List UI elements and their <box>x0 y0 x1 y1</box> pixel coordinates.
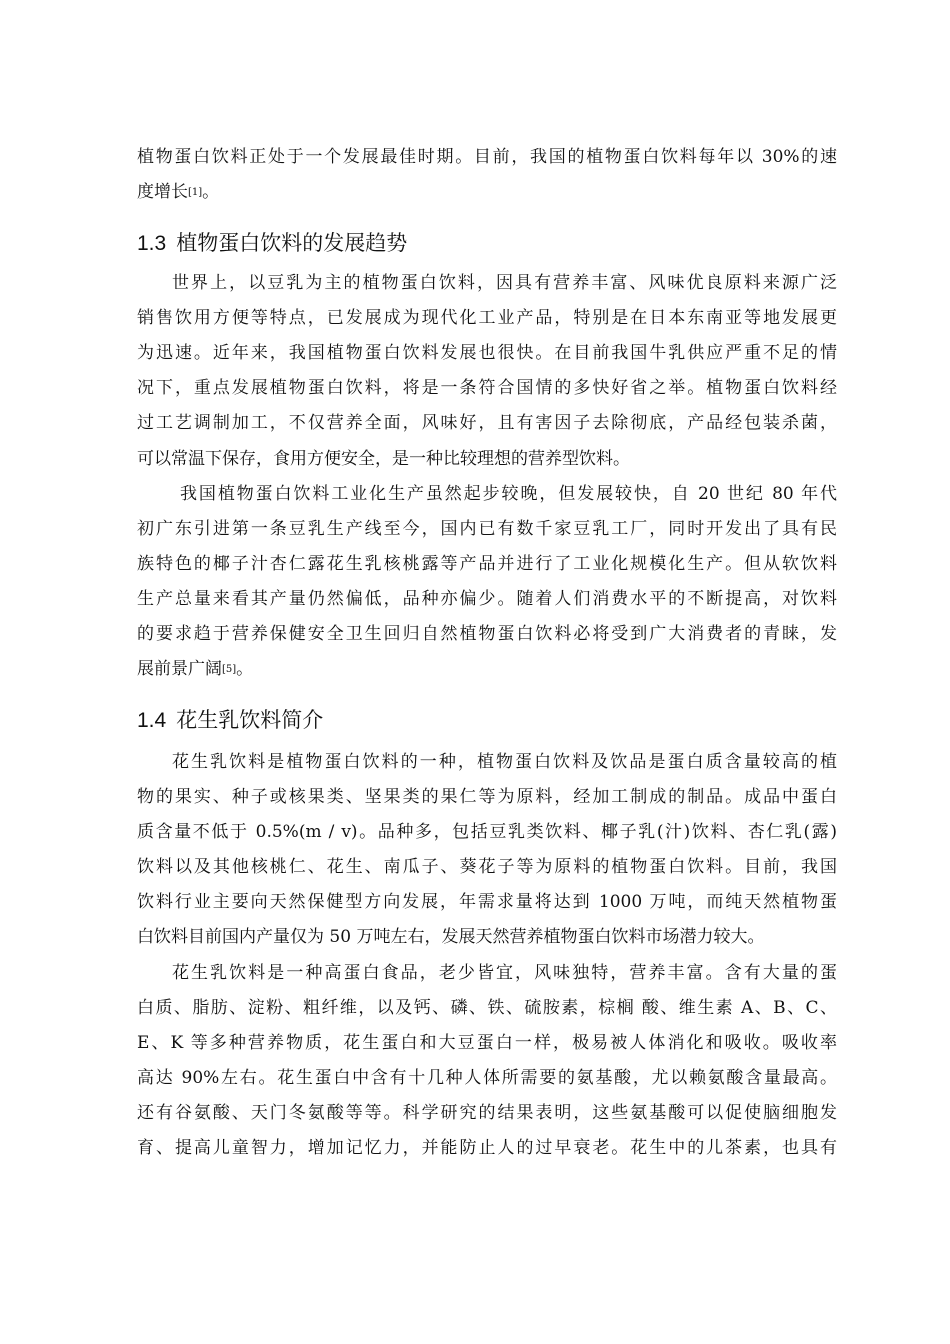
paragraph-line: 饮料以及其他核桃仁、花生、南瓜子、葵花子等为原料的植物蛋白饮料。目前，我国 <box>137 857 837 877</box>
paragraph-line: 白质、脂肪、淀粉、粗纤维，以及钙、磷、铁、硫胺素，棕榈 酸、维生素 A、B、C、 <box>137 998 837 1018</box>
citation-ref: [1] <box>188 187 203 198</box>
paragraph-line: 的要求趋于营养保健安全卫生回归自然植物蛋白饮料必将受到广大消费者的青睐，发 <box>137 624 837 644</box>
citation-ref: [5] <box>222 664 237 675</box>
intro-line-2 <box>137 181 837 204</box>
paragraph-line: 我国植物蛋白饮料工业化生产虽然起步较晚，但发展较快，自 20 世纪 80 年代 <box>180 484 837 504</box>
paragraph-line: 物的果实、种子或核果类、坚果类的果仁等为原料，经加工制成的制品。成品中蛋白 <box>137 787 837 807</box>
paragraph-end: 。 <box>236 659 254 679</box>
paragraph-line: 族特色的椰子汁杏仁露花生乳核桃露等产品并进行了工业化规模化生产。但从软饮料 <box>137 554 837 574</box>
section-title: 花生乳饮料简介 <box>176 708 324 732</box>
paragraph-line: 饮料行业主要向天然保健型方向发展，年需求量将达到 1000 万吨，而纯天然植物蛋 <box>137 892 837 912</box>
section-title: 植物蛋白饮料的发展趋势 <box>176 231 408 255</box>
intro-text: 度增长 <box>137 182 188 202</box>
intro-end: 。 <box>202 182 220 202</box>
paragraph-text: 展前景广阔 <box>137 659 222 679</box>
paragraph-line: 生产总量来看其产量仍然偏低，品种亦偏少。随着人们消费水平的不断提高，对饮料 <box>137 589 837 609</box>
section-heading-1-3 <box>137 230 407 257</box>
paragraph-line: 花生乳饮料是植物蛋白饮料的一种，植物蛋白饮料及饮品是蛋白质含量较高的植 <box>172 752 837 772</box>
paragraph-line: 白饮料目前国内产量仅为 50 万吨左右，发展天然营养植物蛋白饮料市场潜力较大。 <box>137 927 765 947</box>
paragraph-line: 花生乳饮料是一种高蛋白食品，老少皆宜，风味独特，营养丰富。含有大量的蛋 <box>172 963 837 983</box>
paragraph-line: 销售饮用方便等特点，已发展成为现代化工业产品，特别是在日本东南亚等地发展更 <box>137 308 837 328</box>
paragraph-line: 可以常温下保存，食用方便安全，是一种比较理想的营养型饮料。 <box>137 449 630 469</box>
paragraph-line <box>137 658 837 681</box>
paragraph-line: 况下，重点发展植物蛋白饮料，将是一条符合国情的多快好省之举。植物蛋白饮料经 <box>137 378 837 398</box>
paragraph-line: 高达 90%左右。花生蛋白中含有十几种人体所需要的氨基酸，尤以赖氨酸含量最高。 <box>137 1068 837 1088</box>
intro-line-1: 植物蛋白饮料正处于一个发展最佳时期。目前，我国的植物蛋白饮料每年以 30%的速 <box>137 147 837 167</box>
paragraph-line: 育、提高儿童智力，增加记忆力，并能防止人的过早衰老。花生中的儿茶素，也具有 <box>137 1138 837 1158</box>
paragraph-line: 初广东引进第一条豆乳生产线至今，国内已有数千家豆乳工厂，同时开发出了具有民 <box>137 519 837 539</box>
paragraph-line: 为迅速。近年来，我国植物蛋白饮料发展也很快。在目前我国牛乳供应严重不足的情 <box>137 343 837 363</box>
paragraph-line: 世界上，以豆乳为主的植物蛋白饮料，因具有营养丰富、风味优良原料来源广泛 <box>172 273 837 293</box>
section-number: 1.4 <box>137 709 167 732</box>
section-heading-1-4 <box>137 707 323 734</box>
paragraph-line: 质含量不低于 0.5%(m / v)。品种多，包括豆乳类饮料、椰子乳(汁)饮料、杏仁乳(露) <box>137 822 837 842</box>
paragraph-line: E、K 等多种营养物质，花生蛋白和大豆蛋白一样，极易被人体消化和吸收。吸收率 <box>137 1033 837 1053</box>
paragraph-line: 还有谷氨酸、天门冬氨酸等等。科学研究的结果表明，这些氨基酸可以促使脑细胞发 <box>137 1103 837 1123</box>
paragraph-line: 过工艺调制加工，不仅营养全面，风味好，且有害因子去除彻底，产品经包装杀菌， <box>137 413 837 433</box>
section-number: 1.3 <box>137 232 167 255</box>
